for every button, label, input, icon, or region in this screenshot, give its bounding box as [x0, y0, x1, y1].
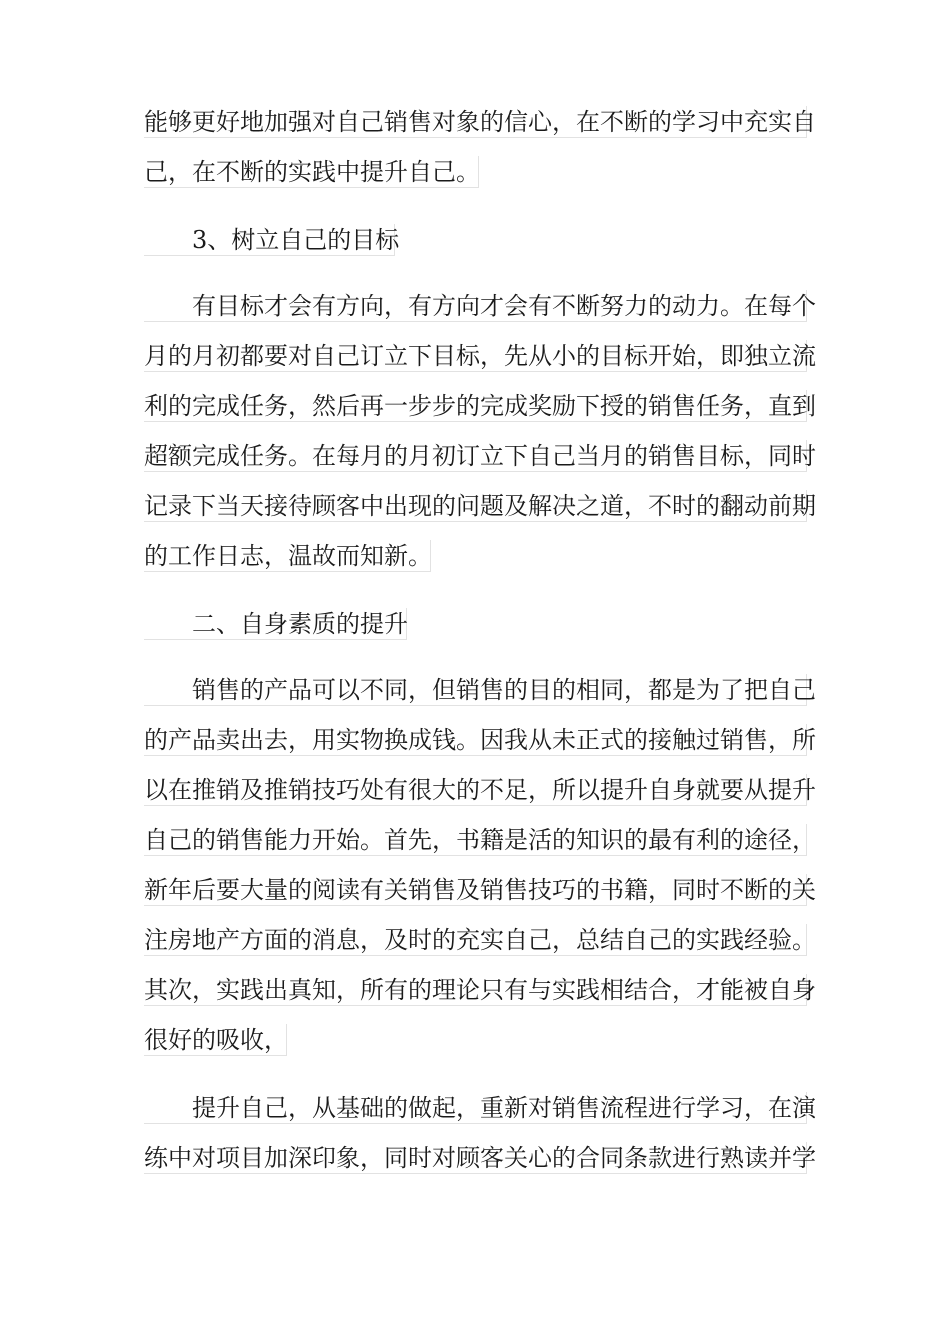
- paragraph-4-line-1: 提升自己，从基础的做起，重新对销售流程进行学习，在演: [144, 1092, 807, 1124]
- paragraph-3-line-5: 新年后要大量的阅读有关销售及销售技巧的书籍，同时不断的关: [144, 876, 816, 904]
- section-heading-self-improvement: 二、自身素质的提升: [144, 608, 407, 640]
- paragraph-3-line-3: 以在推销及推销技巧处有很大的不足，所以提升自身就要从提升: [144, 776, 816, 804]
- paragraph-3-line-4: 自己的销售能力开始。首先，书籍是活的知识的最有利的途径，: [144, 826, 816, 854]
- paragraph-1-line-2: 己，在不断的实践中提升自己。: [144, 158, 480, 186]
- paragraph-2-line-5: 记录下当天接待顾客中出现的问题及解决之道，不时的翻动前期: [144, 492, 816, 520]
- paragraph-2-line-3: 利的完成任务，然后再一步步的完成奖励下授的销售任务，直到: [144, 392, 816, 420]
- paragraph-3-line-7: 其次，实践出真知，所有的理论只有与实践相结合，才能被自身: [144, 976, 816, 1004]
- paragraph-1-line-1: 能够更好地加强对自己销售对象的信心，在不断的学习中充实自: [144, 108, 816, 136]
- paragraph-2-line-4: 超额完成任务。在每月的月初订立下自己当月的销售目标，同时: [144, 442, 816, 470]
- paragraph-2-line-2: 月的月初都要对自己订立下目标，先从小的目标开始，即独立流: [144, 342, 816, 370]
- paragraph-2-line-6: 的工作日志，温故而知新。: [144, 542, 432, 570]
- paragraph-3-line-1: 销售的产品可以不同，但销售的目的相同，都是为了把自己: [144, 674, 807, 706]
- paragraph-3-line-2: 的产品卖出去，用实物换成钱。因我从未正式的接触过销售，所: [144, 726, 816, 754]
- section-heading-goals: 3、树立自己的目标: [144, 224, 395, 256]
- paragraph-3-line-6: 注房地产方面的消息，及时的充实自己，总结自己的实践经验。: [144, 926, 816, 954]
- paragraph-4-line-2: 练中对项目加深印象，同时对顾客关心的合同条款进行熟读并学: [144, 1144, 816, 1172]
- paragraph-2-line-1: 有目标才会有方向，有方向才会有不断努力的动力。在每个: [144, 290, 807, 322]
- paragraph-3-line-8: 很好的吸收，: [144, 1026, 288, 1054]
